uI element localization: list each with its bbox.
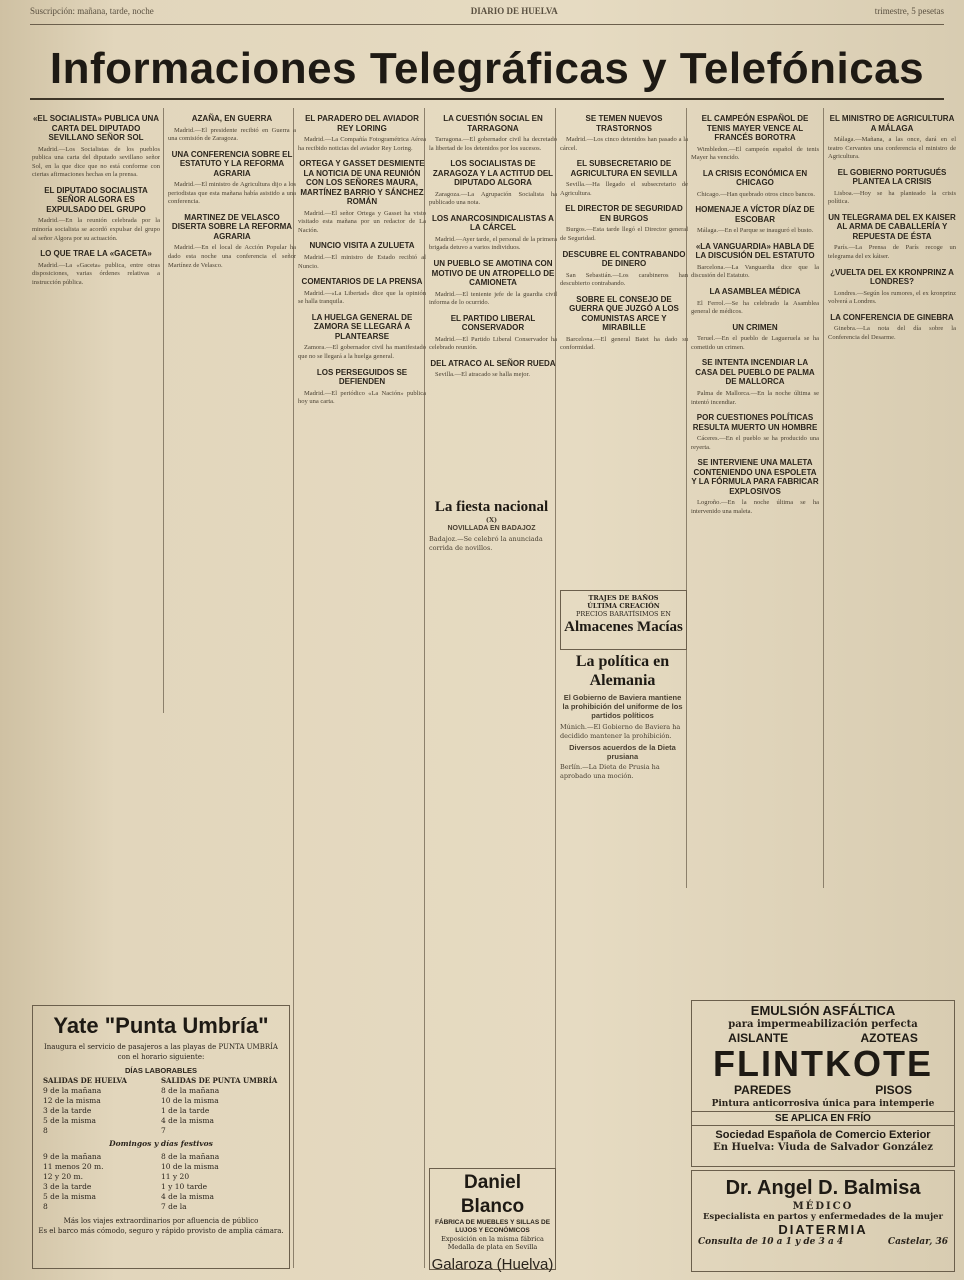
article-body: Madrid.—El señor Ortega y Gasset ha visto visitado esta mañana por un redactor de La Nación. <box>298 209 426 234</box>
news-column-7 <box>828 108 956 888</box>
column-divider <box>823 108 824 888</box>
article-body: Tarragona.—El gobernador civil ha decretado la libertad de los detenidos por los sucesos. <box>429 136 557 152</box>
article-headline: UN PUEBLO SE AMOTINA CON MOTIVO DE UN ATROPELLO DE CAMIONETA <box>431 259 555 288</box>
article-headline: ¿VUELTA DEL EX KRONPRINZ A LONDRES? <box>830 267 954 287</box>
yate-intro: Inaugura el servicio de pasajeros a las playas de PUNTA UMBRÍA con el horario siguiente: <box>44 1043 278 1061</box>
article-headline: EL SUBSECRETARIO DE AGRICULTURA EN SEVILLA <box>570 159 678 178</box>
article-headline: NUNCIO VISITA A ZULUETA <box>309 241 415 251</box>
article-body: Madrid.—La «Gaceta» publica, entre otras disposiciones, varias órdenes relativas a instrucción pública. <box>32 261 160 286</box>
article-headline: EL PARTIDO LIBERAL CONSERVADOR <box>450 313 536 333</box>
article-headline: COMENTARIOS DE LA PRENSA <box>301 277 423 287</box>
article-headline: EL CAMPEÓN ESPAÑOL DE TENIS MAYER VENCE AL FRANCÉS BOROTRA <box>701 114 809 142</box>
article-body: Teruel.—En el pueblo de Lagueruela se ha cometido un crimen. <box>691 335 819 351</box>
flintkote-line3: Pintura anticorrosiva única para intemperie <box>711 1099 935 1109</box>
article-body: Madrid.—En el local de Acción Popular ha dado esta noche una conferencia el señor Martínez de Velasco. <box>168 244 296 269</box>
article-body: San Sebastián.—Los carabineros han descubierto contrabando. <box>560 271 688 288</box>
article-body: Madrid.—Los cinco detenidos han pasado a la cárcel. <box>560 136 688 152</box>
yate-time: 9 de la mañana <box>43 1152 102 1161</box>
flintkote-ad <box>691 1000 955 1167</box>
article-headline: HOMENAJE A VÍCTOR DÍAZ DE ESCOBAR <box>695 205 815 224</box>
article-headline: EL DIRECTOR DE SEGURIDAD EN BURGOS <box>565 204 683 223</box>
article-body: Burgos.—Esta tarde llegó el Director general de Seguridad. <box>560 226 688 242</box>
macias-line1: TRAJES DE BAÑOS <box>588 594 659 602</box>
daniel-line1: FÁBRICA DE MUEBLES Y SILLAS DE LUJOS Y ECONÓMICOS <box>434 1219 551 1234</box>
salidas-huelva-label: SALIDAS DE HUELVA <box>43 1076 127 1085</box>
article-headline: MARTINEZ DE VELASCO DISERTA SOBRE LA REFORMA AGRARIA <box>171 212 293 241</box>
article-headline: SOBRE EL CONSEJO DE GUERRA QUE JUZGÓ A LOS COMUNISTAS ARCE Y MIRABILLE <box>569 294 679 333</box>
article-headline: ORTEGA Y GASSET DESMIENTE LA NOTICIA DE UNA REUNIÓN CON LOS SEÑORES MAURA, MARTÍNEZ BARRIO Y SÁNCHEZ ROMÁN <box>299 159 425 207</box>
yate-weekday-schedule <box>33 1076 289 1136</box>
fiesta-title: La fiesta nacional <box>434 499 549 515</box>
daniel-blanco-ad <box>429 1168 556 1273</box>
fiesta-body: Badajoz.—Se celebró la anunciada corrida de novillos. <box>429 535 543 552</box>
article-body: Madrid.—En la reunión celebrada por la minoría socialista se acordó expulsar del grupo al señor Algora por su actuación. <box>32 217 160 242</box>
masthead-rule <box>30 98 944 100</box>
article-body: Lisboa.—Hoy se ha planteado la crisis política. <box>828 189 956 206</box>
column-divider <box>163 108 164 713</box>
page-header-line <box>30 6 944 20</box>
article-headline: LOS PERSEGUIDOS SE DEFIENDEN <box>316 367 408 387</box>
yate-time: 3 de la tarde <box>43 1106 92 1115</box>
yate-time: 4 de la misma <box>161 1192 214 1201</box>
article-headline: LO QUE TRAE LA «GACETA» <box>40 249 152 259</box>
price-text: trimestre, 5 pesetas <box>874 6 944 16</box>
flintkote-row2 <box>692 1083 954 1097</box>
article-body: Málaga.—Mañana, a las once, dará en el teatro Cervantes una conferencia el ministro de Agricultura. <box>828 136 956 161</box>
article-body: El Ferrol.—Se ha celebrado la Asamblea general de médicos. <box>691 299 819 316</box>
article-body: Madrid.—La Compañía Fotogramétrica Aérea ha recibido noticias del aviador Rey Loring. <box>298 136 426 152</box>
daniel-title: Daniel Blanco <box>460 1172 525 1217</box>
alemania-article <box>560 652 685 792</box>
balmisa-esp: Especialista en partos y enfermedades de la mujer <box>702 1212 944 1222</box>
macias-title: Almacenes Macías <box>564 619 683 635</box>
article-headline: UNA CONFERENCIA SOBRE EL ESTATUTO Y LA REFORMA AGRARIA <box>171 149 293 178</box>
news-column-2 <box>168 108 296 718</box>
news-column-1 <box>32 108 160 718</box>
article-body: Madrid.—Ayer tarde, el personal de la primera brigada detuvo a varios individuos. <box>429 235 557 252</box>
article-headline: EL DIPUTADO SOCIALISTA SEÑOR ALGORA ES EXPULSADO DEL GRUPO <box>44 185 148 214</box>
yate-footer2: Es el barco más cómodo, seguro y rápido provisto de amplia cámara. <box>38 1227 284 1235</box>
article-headline: SE INTERVIENE UNA MALETA CONTENIENDO UNA ESPOLETA Y LA FÓRMULA PARA FABRICAR EXPLOSIVOS <box>691 458 819 496</box>
balmisa-ad <box>691 1170 955 1272</box>
yate-weekday-huelva <box>43 1076 161 1136</box>
article-headline: LA ASAMBLEA MÉDICA <box>709 287 801 297</box>
daniel-place: Galaroza (Huelva) <box>431 1256 554 1273</box>
article-body: Logroño.—En la noche última se ha intervenido una maleta. <box>691 499 819 515</box>
article-body: Málaga.—En el Parque se inauguró el busto. <box>697 227 814 235</box>
article-body: Barcelona.—El general Batet ha dado su conformidad. <box>560 335 688 352</box>
article-headline: LA CRISIS ECONÓMICA EN CHICAGO <box>702 168 808 188</box>
alemania-body: Múnich.—El Gobierno de Baviera ha decidido mantener la prohibición. <box>560 723 681 740</box>
flintkote-paredes: PAREDES <box>734 1083 792 1097</box>
article-body: Madrid.—El presidente recibió en Guerra a una comisión de Zaragoza. <box>168 126 296 143</box>
news-column-4 <box>429 108 557 488</box>
flintkote-line2: para impermeabilización perfecta <box>728 1019 918 1030</box>
masthead-title: Informaciones Telegráficas y Telefónicas <box>49 44 925 93</box>
article-body: París.—La Prensa de París recoge un telegrama del ex káiser. <box>828 244 956 261</box>
flintkote-azoteas: AZOTEAS <box>860 1031 918 1045</box>
yate-time: 12 y 20 m. <box>43 1172 83 1181</box>
article-body: Madrid.—El Partido Liberal Conservador ha celebrado reunión. <box>429 335 557 352</box>
yate-footer1: Más los viajes extraordinarios por afluencia de público <box>63 1217 259 1225</box>
yate-time: 10 de la misma <box>161 1096 219 1105</box>
flintkote-brand: FLINTKOTE <box>713 1043 933 1084</box>
article-body: Sevilla.—Ha llegado el subsecretario de Agricultura. <box>560 181 688 197</box>
paper-name: DIARIO DE HUELVA <box>470 6 558 16</box>
article-body: Madrid.—El ministro de Agricultura dijo a los periodistas que esta mañana había asistido a una conferencia. <box>168 181 296 206</box>
yate-time: 8 de la mañana <box>161 1152 220 1161</box>
yate-punta-umbria-ad <box>32 1005 290 1269</box>
flintkote-line4: SE APLICA EN FRÍO <box>775 1113 871 1124</box>
article-headline: DESCUBRE EL CONTRABANDO DE DINERO <box>562 249 686 269</box>
yate-time: 5 de la misma <box>43 1192 96 1201</box>
article-headline: DEL ATRACO AL SEÑOR RUEDA <box>430 358 556 368</box>
news-column-6 <box>691 108 819 888</box>
article-body: Sevilla.—El atracado se halla mejor. <box>435 371 530 379</box>
macias-line3: PRECIOS BARATÍSIMOS EN <box>576 610 671 618</box>
article-headline: «EL SOCIALISTA» PUBLICA UNA CARTA DEL DIPUTADO SEVILLANO SEÑOR SOL <box>32 114 160 142</box>
article-headline: POR CUESTIONES POLÍTICAS RESULTA MUERTO UN HOMBRE <box>692 413 818 432</box>
almacenes-macias-ad <box>560 590 687 650</box>
balmisa-diat: DIATERMIA <box>778 1222 868 1237</box>
daniel-line3: Medalla de plata en Sevilla <box>447 1243 538 1251</box>
balmisa-name: Dr. Angel D. Balmisa <box>725 1177 921 1199</box>
article-headline: EL PARADERO DEL AVIADOR REY LORING <box>305 114 419 133</box>
alemania-title: La política en Alemania <box>575 653 670 689</box>
article-body: Zamora.—El gobernador civil ha manifestado que no se llegará a la huelga general. <box>298 344 426 360</box>
fiesta-nacional-article <box>429 498 554 618</box>
yate-time-list <box>43 1152 161 1212</box>
article-headline: LOS ANARCOSINDICALISTAS A LA CÁRCEL <box>432 213 554 233</box>
article-body: Palma de Mallorca.—En la noche última se intentó incendiar. <box>691 389 819 406</box>
yate-time: 12 de la misma <box>43 1096 101 1105</box>
news-column-5 <box>560 108 688 578</box>
yate-time: 11 menos 20 m. <box>43 1162 104 1171</box>
balmisa-footer <box>692 1237 954 1247</box>
yate-time: 1 de la tarde <box>161 1106 210 1115</box>
article-body: Zaragoza.—La Agrupación Socialista ha publicado una nota. <box>429 190 557 207</box>
yate-domingos: Domingos y días festivos <box>109 1139 213 1148</box>
yate-time: 9 de la mañana <box>43 1086 102 1095</box>
news-column-3 <box>298 108 426 1268</box>
yate-time: 7 <box>161 1126 166 1135</box>
alemania-sub: El Gobierno de Baviera mantiene la prohibición del uniforme de los partidos políticos <box>562 693 683 720</box>
flintkote-line5: Sociedad Española de Comercio Exterior <box>715 1129 931 1141</box>
yate-time-list <box>43 1086 161 1136</box>
fiesta-sub: NOVILLADA EN BADAJOZ <box>447 524 536 532</box>
article-headline: SE TEMEN NUEVOS TRASTORNOS <box>585 114 663 133</box>
article-headline: LA HUELGA GENERAL DE ZAMORA SE LLEGARÁ A PLANTEARSE <box>311 312 413 341</box>
article-body: Londres.—Según los rumores, el ex kronprinz volverá a Londres. <box>828 289 956 306</box>
yate-time-list <box>161 1086 279 1136</box>
yate-time: 8 <box>43 1202 48 1211</box>
flintkote-line1: EMULSIÓN ASFÁLTICA <box>750 1003 896 1018</box>
yate-time: 7 de la <box>161 1202 187 1211</box>
article-headline: AZAÑA, EN GUERRA <box>191 114 273 123</box>
daniel-line2: Exposición en la misma fábrica <box>441 1235 544 1243</box>
yate-time: 8 <box>43 1126 48 1135</box>
yate-time: 8 de la mañana <box>161 1086 220 1095</box>
article-headline: EL MINISTRO DE AGRICULTURA A MÁLAGA <box>829 114 955 133</box>
article-headline: LA CONFERENCIA DE GINEBRA <box>830 312 954 322</box>
header-rule <box>30 24 944 25</box>
salidas-punta-label: SALIDAS DE PUNTA UMBRÍA <box>161 1076 278 1085</box>
article-body: Ginebra.—La nota del día sobre la Conferencia del Desarme. <box>828 325 956 341</box>
balmisa-dir: Castelar, 36 <box>887 1237 948 1247</box>
article-body: Chicago.—Han quebrado otros cinco bancos. <box>697 190 816 198</box>
yate-time: 3 de la tarde <box>43 1182 92 1191</box>
yate-time: 1 y 10 tarde <box>161 1182 208 1191</box>
yate-time-list <box>161 1152 279 1212</box>
flintkote-pisos: PISOS <box>875 1083 912 1097</box>
yate-time: 10 de la misma <box>161 1162 219 1171</box>
yate-weekday-punta <box>161 1076 279 1136</box>
article-headline: LA CUESTIÓN SOCIAL EN TARRAGONA <box>443 114 543 133</box>
article-body: Madrid.—«La Libertad» dice que la opinión se halla tranquila. <box>298 289 426 306</box>
article-body: Madrid.—El periódico «La Nación» publica hoy una carta. <box>298 389 426 406</box>
article-body: Cáceres.—En el pueblo se ha producido una reyerta. <box>691 435 819 451</box>
yate-holiday-schedule <box>33 1152 289 1212</box>
dieta-head: Diversos acuerdos de la Dieta prusiana <box>569 743 676 761</box>
article-body: Wimbledon.—El campeón español de tenis Mayer ha vencido. <box>691 145 819 162</box>
article-headline: SE INTENTA INCENDIAR LA CASA DEL PUEBLO DE PALMA DE MALLORCA <box>695 358 815 387</box>
macias-line2: ÚLTIMA CREACIÓN <box>587 602 660 610</box>
flintkote-line4-box <box>692 1111 954 1126</box>
article-body: Madrid.—El ministro de Estado recibió al Nuncio. <box>298 253 426 270</box>
article-body: Madrid.—El teniente jefe de la guardia civil informa de lo ocurrido. <box>429 290 557 307</box>
fiesta-num: (X) <box>485 516 498 524</box>
subscription-text: Suscripción: mañana, tarde, noche <box>30 6 154 16</box>
flintkote-line6: En Huelva: Viuda de Salvador González <box>713 1142 933 1153</box>
balmisa-medico: MÉDICO <box>792 1201 854 1212</box>
balmisa-consulta: Consulta de 10 a 1 y de 3 a 4 <box>698 1237 844 1247</box>
yate-dias-laborables: DÍAS LABORABLES <box>124 1066 198 1075</box>
article-body: Barcelona.—La Vanguardia dice que la discusión del Estatuto. <box>691 263 819 280</box>
yate-time: 5 de la misma <box>43 1116 96 1125</box>
yate-time: 4 de la misma <box>161 1116 214 1125</box>
yate-title: Yate "Punta Umbría" <box>53 1013 269 1038</box>
article-headline: UN TELEGRAMA DEL EX KAISER AL ARMA DE CABALLERÍA Y REPUESTA DE ÉSTA <box>828 212 956 241</box>
article-body: Madrid.—Los Socialistas de los pueblos publica una carta del diputado sevillano señor Sol, en la que dice que no está conforme con ciertas afirmaciones hechas en la prensa. <box>32 145 160 179</box>
article-headline: «LA VANGUARDIA» HABLA DE LA DISCUSIÓN DEL ESTATUTO <box>695 241 815 261</box>
yate-time: 11 y 20 <box>161 1172 190 1181</box>
article-headline: UN CRIMEN <box>732 322 778 332</box>
dieta-body: Berlín.—La Dieta de Prusia ha aprobado una moción. <box>560 763 660 780</box>
flintkote-aislante: AISLANTE <box>728 1031 789 1045</box>
article-headline: LOS SOCIALISTAS DE ZARAGOZA Y LA ACTITUD DEL DIPUTADO ALGORA <box>432 159 554 188</box>
article-headline: EL GOBIERNO PORTUGUÉS PLANTEA LA CRISIS <box>837 167 947 187</box>
